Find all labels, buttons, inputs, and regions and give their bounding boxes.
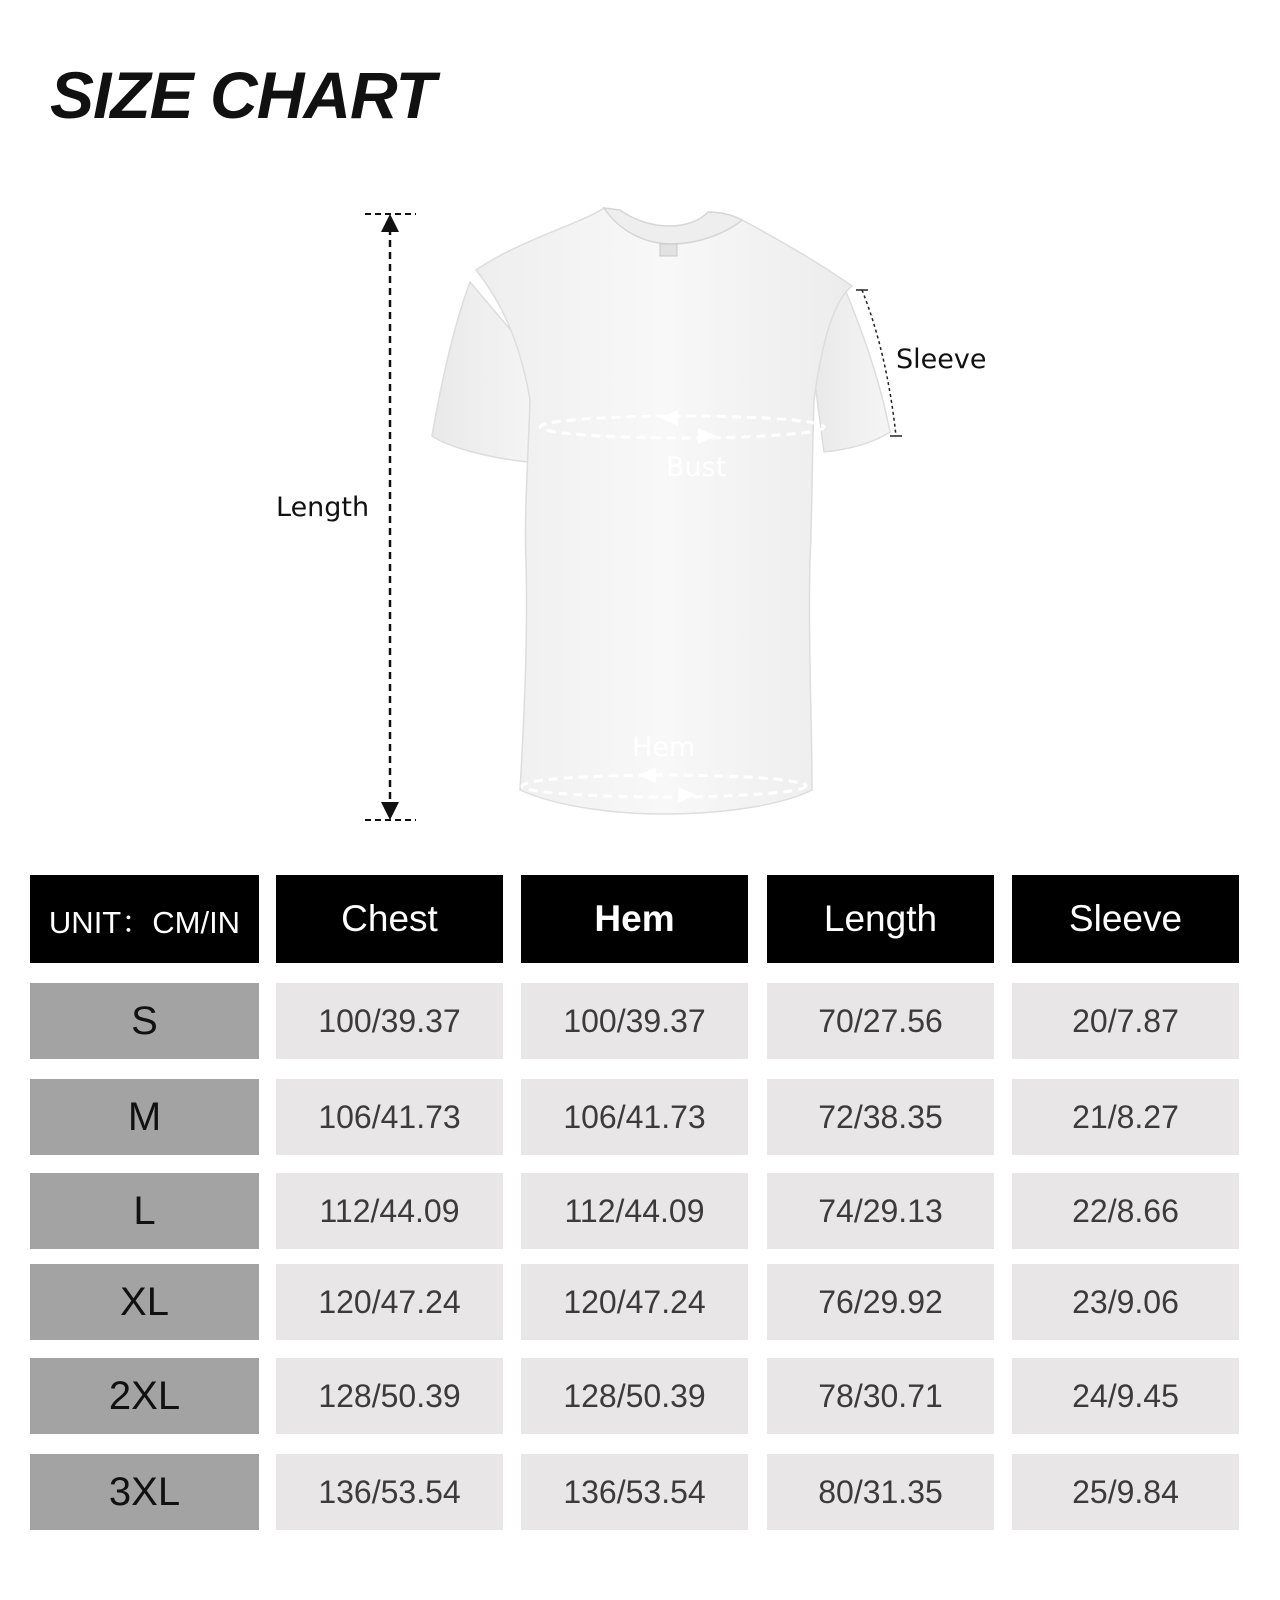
page-title: SIZE CHART [50,58,435,132]
chest-cell: 106/41.73 [276,1079,503,1155]
sleeve-label: Sleeve [896,344,987,375]
neck-tag-icon [660,244,677,256]
table-row [30,1264,1256,1340]
size-cell: L [30,1173,259,1249]
size-cell: 3XL [30,1454,259,1530]
length-cell: 72/38.35 [767,1079,994,1155]
hem-cell: 128/50.39 [521,1358,748,1434]
hem-label: Hem [632,732,696,763]
sleeve-cell: 23/9.06 [1012,1264,1239,1340]
header-hem: Hem [521,875,748,963]
size-cell: 2XL [30,1358,259,1434]
chest-cell: 112/44.09 [276,1173,503,1249]
header-chest: Chest [276,875,503,963]
header-length: Length [767,875,994,963]
hem-cell: 136/53.54 [521,1454,748,1530]
size-cell: M [30,1079,259,1155]
length-cell: 78/30.71 [767,1358,994,1434]
hem-cell: 112/44.09 [521,1173,748,1249]
table-row [30,983,1256,1059]
size-cell: S [30,983,259,1059]
bust-label: Bust [666,452,727,483]
length-arrow-icon [365,214,416,820]
length-cell: 80/31.35 [767,1454,994,1530]
table-header-row [30,875,1256,951]
header-unit: UNIT：CM/IN [30,875,259,963]
sleeve-cell: 25/9.84 [1012,1454,1239,1530]
length-cell: 74/29.13 [767,1173,994,1249]
header-sleeve: Sleeve [1012,875,1239,963]
length-cell: 76/29.92 [767,1264,994,1340]
table-row [30,1454,1256,1530]
chest-cell: 100/39.37 [276,983,503,1059]
shirt-body [476,208,852,814]
chest-cell: 128/50.39 [276,1358,503,1434]
sleeve-cell: 20/7.87 [1012,983,1239,1059]
table-row [30,1173,1256,1249]
length-label: Length [276,492,370,523]
hem-cell: 106/41.73 [521,1079,748,1155]
chest-cell: 136/53.54 [276,1454,503,1530]
sleeve-cell: 21/8.27 [1012,1079,1239,1155]
chest-cell: 120/47.24 [276,1264,503,1340]
size-cell: XL [30,1264,259,1340]
table-row [30,1358,1256,1434]
hem-cell: 100/39.37 [521,983,748,1059]
hem-cell: 120/47.24 [521,1264,748,1340]
sleeve-cell: 24/9.45 [1012,1358,1239,1434]
table-row [30,1079,1256,1155]
sleeve-cell: 22/8.66 [1012,1173,1239,1249]
length-cell: 70/27.56 [767,983,994,1059]
